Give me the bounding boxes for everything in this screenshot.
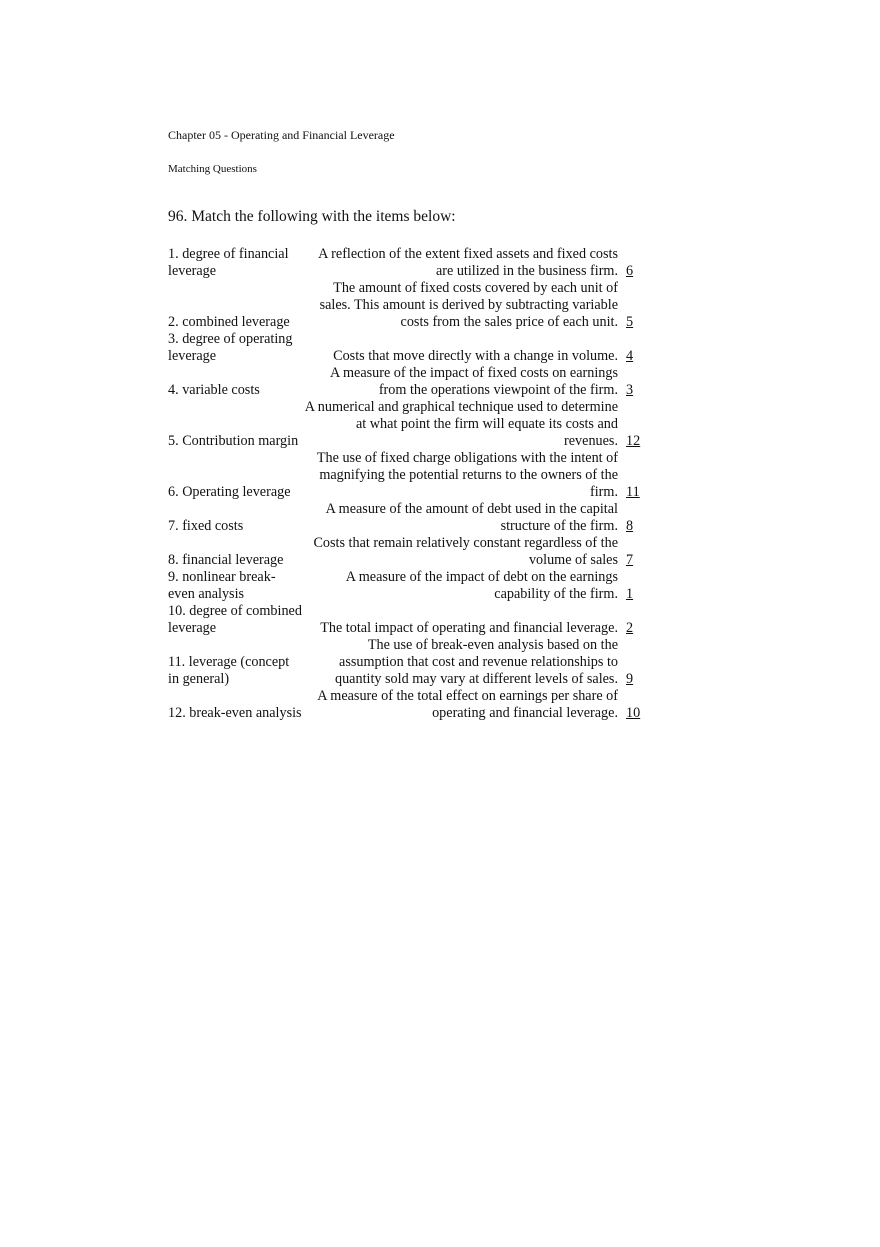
table-row [168,603,646,637]
matching-table [168,246,646,722]
term: 7. fixed costs [168,518,244,534]
table-row [168,246,646,280]
description: The total impact of operating and financial leverage. [320,620,618,636]
answer: 11 [626,484,640,500]
term: 11. leverage (concept in general) [168,654,290,687]
table-row [168,280,646,331]
answer: 7 [626,552,634,568]
answer: 12 [626,433,641,449]
section-heading: Matching Questions [168,163,257,175]
term: 10. degree of combined leverage [168,603,302,636]
answer: 1 [626,586,634,602]
chapter-title: Chapter 05 - Operating and Financial Leverage [168,128,395,142]
answer: 5 [626,314,634,330]
answer: 9 [626,671,634,687]
term: 4. variable costs [168,382,260,398]
table-row [168,569,646,603]
answer: 3 [626,382,634,398]
description: The use of break-even analysis based on the assumption that cost and revenue relationships to quantity sold may vary at different levels of sales. [334,637,618,687]
table-row [168,331,646,365]
description: Costs that move directly with a change in volume. [333,348,618,364]
answer: 2 [626,620,634,636]
table-row [168,399,646,450]
answer: 10 [626,705,641,721]
answer: 8 [626,518,634,534]
description: Costs that remain relatively constant regardless of the volume of sales [313,535,618,568]
term: 6. Operating leverage [168,484,291,500]
table-row [168,365,646,399]
description: A measure of the amount of debt used in the capital structure of the firm. [325,501,618,534]
term: 9. nonlinear break-even analysis [168,569,276,602]
description: A measure of the total effect on earnings per share of operating and financial leverage. [317,688,618,721]
description: The use of fixed charge obligations with the intent of magnifying the potential returns to the owners of the firm. [316,450,618,500]
table-row [168,501,646,535]
description: A measure of the impact of fixed costs on earnings from the operations viewpoint of the firm. [329,365,618,398]
answer: 6 [626,263,634,279]
term: 8. financial leverage [168,552,284,568]
term: 5. Contribution margin [168,433,299,449]
description: A measure of the impact of debt on the earnings capability of the firm. [345,569,618,602]
description: A numerical and graphical technique used to determine at what point the firm will equate its costs and revenues. [304,399,618,449]
table-row [168,688,646,722]
term: 12. break-even analysis [168,705,302,721]
description: The amount of fixed costs covered by each unit of sales. This amount is derived by subtracting variable costs from the sales price of each unit. [319,280,618,330]
table-row [168,637,646,688]
question-prompt: 96. Match the following with the items below: [168,208,456,225]
term: 2. combined leverage [168,314,290,330]
answer: 4 [626,348,634,364]
table-row [168,535,646,569]
description: A reflection of the extent fixed assets and fixed costs are utilized in the business firm. [318,246,618,279]
table-row [168,450,646,501]
term: 1. degree of financial leverage [168,246,289,279]
term: 3. degree of operating leverage [168,331,293,364]
